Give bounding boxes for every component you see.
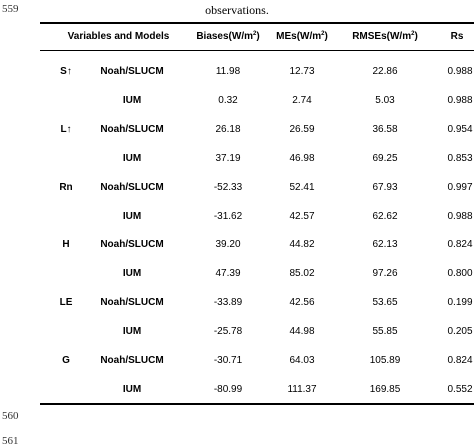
variable-label: H <box>62 239 70 251</box>
model-label: Noah/SLUCM <box>100 66 164 77</box>
rmse-value: 55.85 <box>372 326 398 338</box>
me-value: 2.74 <box>292 94 312 106</box>
rmse-value: 62.62 <box>372 210 398 222</box>
bias-value: 26.18 <box>215 123 241 135</box>
me-value: 64.03 <box>289 355 315 366</box>
header-variables-models: Variables and Models <box>67 31 170 42</box>
me-value: 26.59 <box>289 123 315 135</box>
model-label: Noah/SLUCM <box>100 355 164 366</box>
bias-value: 39.20 <box>215 239 241 251</box>
model-label: Noah/SLUCM <box>100 181 164 193</box>
rmse-value: 36.58 <box>372 123 398 135</box>
header-rule <box>40 50 474 51</box>
line-number: 561 <box>2 435 19 447</box>
model-label: Noah/SLUCM <box>100 239 164 251</box>
header-close-paren: ) <box>414 31 418 42</box>
variable-label: G <box>62 355 70 366</box>
rs-value: 0.824 <box>447 239 473 251</box>
model-label: IUM <box>122 94 142 106</box>
rs-value: 0.552 <box>447 383 473 395</box>
me-value: 42.56 <box>289 297 315 309</box>
variable-label: Rn <box>59 181 73 193</box>
header-mes-label: MEs(W/m <box>276 31 322 42</box>
rmse-value: 69.25 <box>372 152 398 164</box>
model-label: Noah/SLUCM <box>100 297 164 309</box>
rmse-value: 169.85 <box>369 383 401 395</box>
rs-value: 0.988 <box>447 210 473 222</box>
rs-value: 0.824 <box>447 355 473 366</box>
bias-value: -31.62 <box>213 210 243 222</box>
me-value: 52.41 <box>289 181 315 193</box>
bias-value: 0.32 <box>218 94 238 106</box>
line-number: 559 <box>2 3 19 15</box>
model-label: IUM <box>122 152 142 164</box>
me-value: 85.02 <box>289 268 315 280</box>
rmse-value: 53.65 <box>372 297 398 309</box>
rmse-value: 5.03 <box>375 94 395 106</box>
rs-value: 0.853 <box>447 152 473 164</box>
rmse-value: 62.13 <box>372 239 398 251</box>
model-label: IUM <box>122 210 142 222</box>
me-value: 46.98 <box>289 152 315 164</box>
top-rule <box>40 22 474 24</box>
me-value: 12.73 <box>289 66 315 77</box>
variable-label: LE <box>59 297 73 309</box>
variable-label: S↑ <box>60 66 72 77</box>
header-mes <box>257 31 347 42</box>
rmse-value: 105.89 <box>369 355 401 366</box>
header-close-paren: ) <box>324 31 328 42</box>
header-rs: Rs <box>450 31 464 42</box>
header-biases-label: Biases(W/m <box>196 31 253 42</box>
line-number: 560 <box>2 410 19 422</box>
bias-value: -30.71 <box>213 355 243 366</box>
model-label: IUM <box>122 326 142 338</box>
bias-value: 47.39 <box>215 268 241 280</box>
bias-value: 11.98 <box>215 66 241 77</box>
model-label: IUM <box>122 383 142 395</box>
me-value: 44.98 <box>289 326 315 338</box>
variable-label: L↑ <box>60 123 72 135</box>
rs-value: 0.997 <box>447 181 473 193</box>
header-rmses <box>335 31 435 42</box>
model-label: IUM <box>122 268 142 280</box>
model-label: Noah/SLUCM <box>100 123 164 135</box>
header-rmses-label: RMSEs(W/m <box>352 31 412 42</box>
me-value: 111.37 <box>287 383 317 395</box>
bias-value: -52.33 <box>213 181 243 193</box>
table-caption: observations. <box>205 3 269 17</box>
rs-value: 0.199 <box>447 297 473 309</box>
bias-value: -25.78 <box>213 326 243 338</box>
bias-value: -33.89 <box>213 297 243 309</box>
unit-exponent: 2 <box>411 31 415 37</box>
rmse-value: 22.86 <box>372 66 398 77</box>
bias-value: -80.99 <box>213 383 243 395</box>
header-close-paren: ) <box>256 31 260 42</box>
rmse-value: 67.93 <box>372 181 398 193</box>
rs-value: 0.205 <box>447 326 473 338</box>
me-value: 44.82 <box>289 239 315 251</box>
me-value: 42.57 <box>289 210 315 222</box>
bias-value: 37.19 <box>215 152 241 164</box>
rs-value: 0.988 <box>447 66 473 77</box>
rs-value: 0.954 <box>447 123 473 135</box>
rs-value: 0.988 <box>447 94 473 106</box>
rs-value: 0.800 <box>447 268 473 280</box>
rmse-value: 97.26 <box>372 268 398 280</box>
unit-exponent: 2 <box>253 31 257 37</box>
bottom-rule <box>40 403 474 405</box>
unit-exponent: 2 <box>321 31 325 37</box>
